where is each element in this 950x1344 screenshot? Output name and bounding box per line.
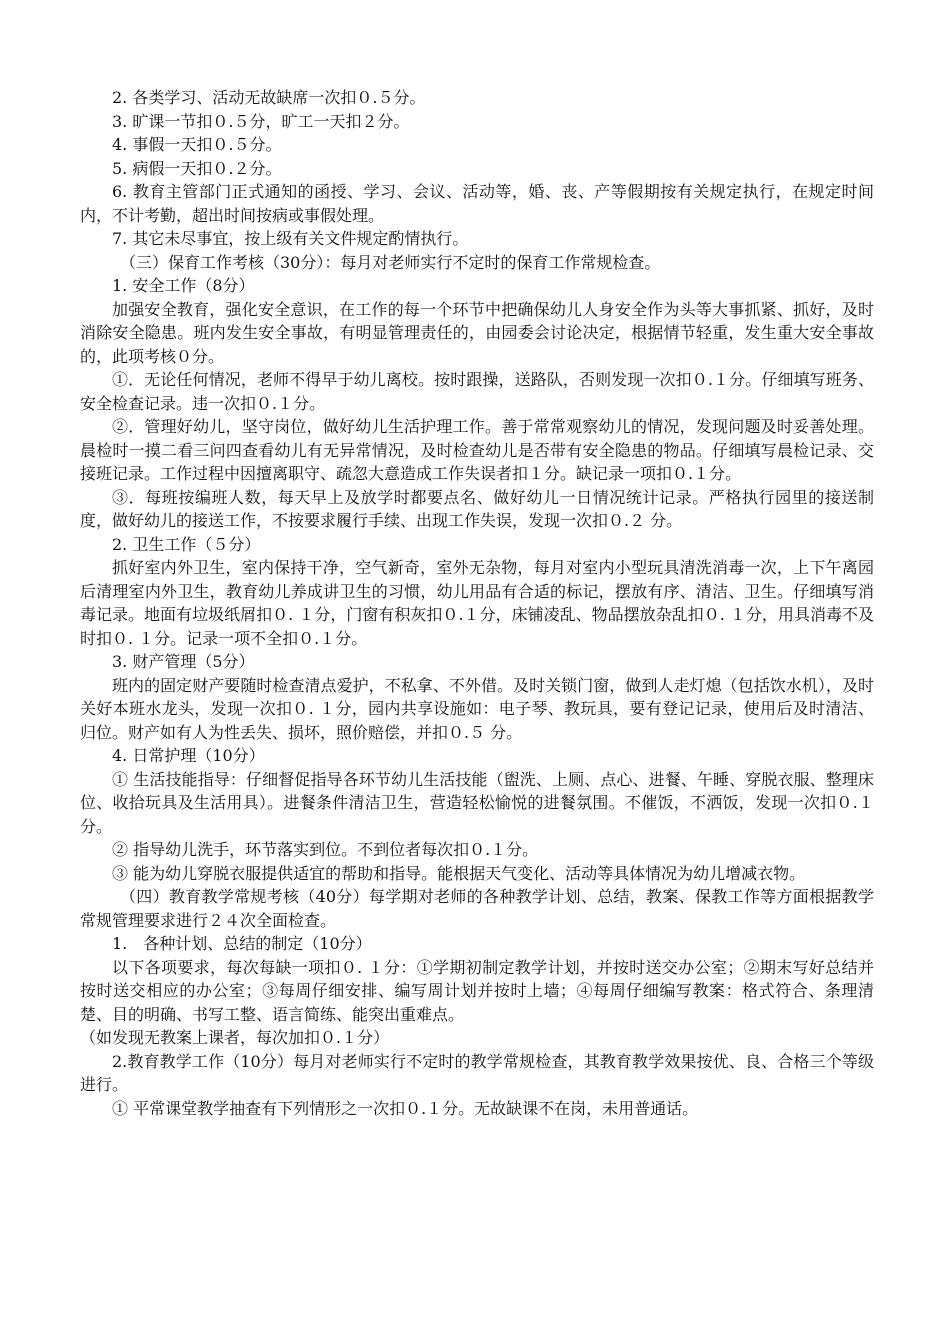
paragraph-rule-4: 4. 事假一天扣０.５分。 [112,135,282,154]
paragraph-plans: 以下各项要求，每次每缺一项扣０. １分：①学期初制定教学计划，并按时送交办公室；②期末写好总结并按时送交相应的办公室；③每周仔细安排、编写周计划并按时上墙；④每周仔细编写教案：格式符合、条理清楚、目的明确、书写工整、语言简练、能突出重难点。 [80,957,874,1024]
paragraph-rule-2: 2. 各类学习、活动无故缺席一次扣０.５分。 [112,88,426,107]
paragraph-safety-item-3: ③．每班按编班人数，每天早上及放学时都要点名、做好幼儿一日情况统计记录。严格执行园里的接送制度，做好幼儿的接送工作，不按要求履行手续、出现工作失误，发现一次扣０.２ 分。 [80,487,874,530]
subheading-daily-care: 4. 日常护理（10分） [112,746,265,765]
section-heading-childcare: （三）保育工作考核（30分）：每月对老师实行不定时的保育工作常规检查。 [120,252,661,272]
subheading-hygiene: 2. 卫生工作（５分） [112,534,261,554]
paragraph-teaching-item-1: ① 平常课堂教学抽查有下列情形之一次扣０.１分。无故缺课不在岗，未用普通话。 [112,1098,699,1118]
paragraph-rule-3: 3. 旷课一节扣０.５分，旷工一天扣２分。 [112,111,410,131]
paragraph-hygiene: 抓好室内外卫生，室内保持干净，空气新奇，室外无杂物，每月对室内小型玩具清洗消毒一次，上下午离园后清理室内外卫生，教育幼儿养成讲卫生的习惯，幼儿用品有合适的标记，摆放有序、清洁、卫生。仔细填写消毒记录。地面有垃圾纸屑扣０. １分，门窗有积灰扣０.１分，床铺凌乱、物品摆放杂乱扣０. １分，用具消毒不及时扣０. １分。记录一项不全扣０.１分。 [80,558,874,648]
subheading-safety: 1. 安全工作（8分） [112,276,255,295]
paragraph-property: 班内的固定财产要随时检查清点爱护，不私拿、不外借。及时关锁门窗，做到人走灯熄（包括饮水机），及时关好本班水龙头，发现一次扣０. １分，园内共享设施如：电子琴、教玩具，要有登记记录，使用后及时清洁、归位。财产如有人为性丢失、损坏，照价赔偿，并扣０.５ 分。 [80,675,874,742]
subheading-plans: 1. 各种计划、总结的制定（10分） [112,934,372,953]
subheading-property: 3. 财产管理（5分） [112,652,255,671]
paragraph-care-item-3: ③ 能为幼儿穿脱衣服提供适宜的帮助和指导。能根据天气变化、活动等具体情况为幼儿增减衣物。 [112,863,806,883]
paragraph-rule-7: 7. 其它未尽事宜，按上级有关文件规定酌情执行。 [112,229,469,248]
paragraph-safety-item-2: ②．管理好幼儿，坚守岗位，做好幼儿生活护理工作。善于常常观察幼儿的情况，发现问题及时妥善处理。晨检时一摸二看三问四查看幼儿有无异常情况，及时检查幼儿是否带有安全隐患的物品。仔细填写晨检记录、交接班记录。工作过程中因擅离职守、疏忽大意造成工作失误者扣１分。缺记录一项扣０.１分。 [80,417,874,483]
paragraph-rule-6: 6. 教育主管部门正式通知的函授、学习、会议、活动等，婚、丧、产等假期按有关规定执行，在规定时间内，不计考勤，超出时间按病或事假处理。 [80,182,874,225]
paragraph-teaching-work: 2.教育教学工作（10分）每月对老师实行不定时的教学常规检查，其教育教学效果按优、良、合格三个等级进行。 [80,1051,874,1094]
paragraph-care-item-1: ① 生活技能指导：仔细督促指导各环节幼儿生活技能（盥洗、上厕、点心、进餐、午睡、穿脱衣服、整理床位、收拾玩具及生活用具）。进餐条件清洁卫生，营造轻松愉悦的进餐氛围。不催饭，不洒饭，发现一次扣０.１分。 [80,769,874,836]
paragraph-safety-intro: 加强安全教育，强化安全意识，在工作的每一个环节中把确保幼儿人身安全作为头等大事抓紧、抓好，及时消除安全隐患。班内发生安全事故，有明显管理责任的，由园委会讨论决定，根据情节轻重，发生重大安全事故的，此项考核０分。 [80,299,874,366]
paragraph-rule-5: 5. 病假一天扣０.２分。 [112,158,282,178]
paragraph-safety-item-1: ①．无论任何情况，老师不得早于幼儿离校。按时跟操，送路队，否则发现一次扣０.１分。仔细填写班务、安全检查记录。违一次扣０.１分。 [80,370,874,413]
document-body [80,86,874,1120]
section-heading-teaching: （四）教育教学常规考核（40分）每学期对老师的各种教学计划、总结，教案、保教工作等方面根据教学常规管理要求进行２４次全面检查。 [80,887,874,930]
paragraph-plans-note: （如发现无教案上课者，每次加扣０.１分） [80,1028,390,1047]
paragraph-care-item-2: ② 指导幼儿洗手，环节落实到位。不到位者每次扣０.１分。 [112,840,539,859]
